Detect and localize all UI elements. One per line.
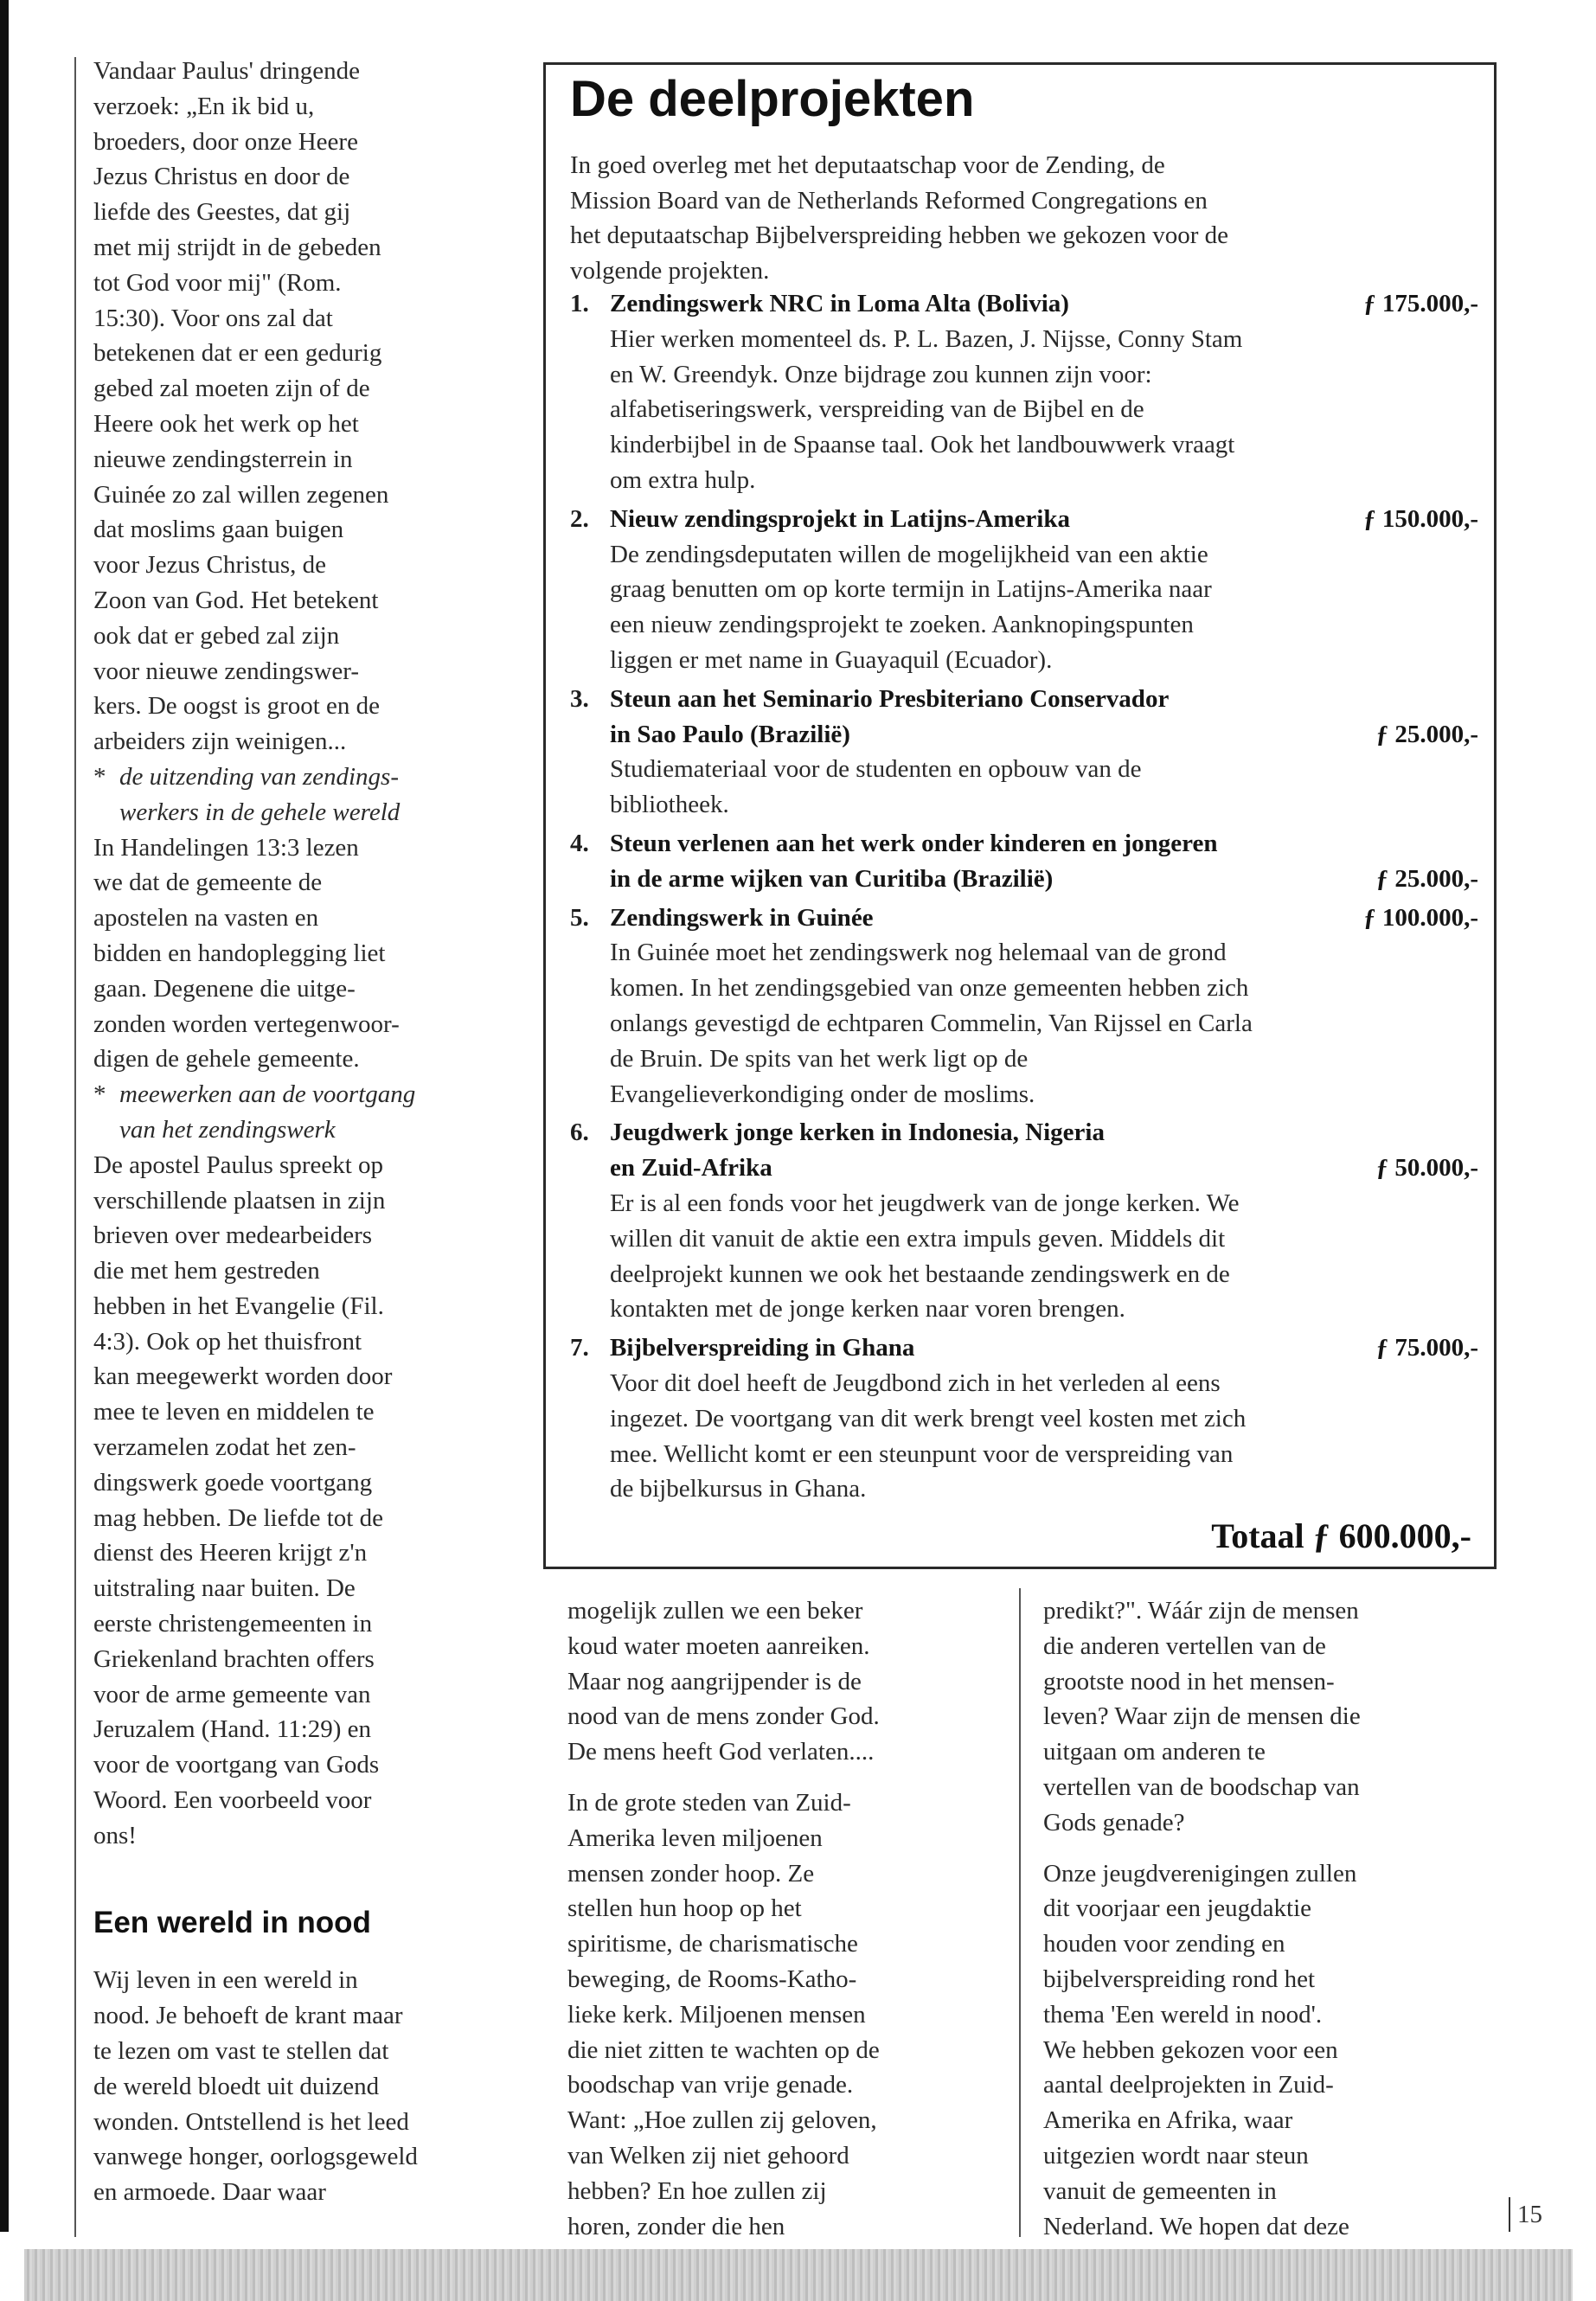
- project-title: Steun verlenen aan het werk onder kinderen en jongeren: [610, 829, 1218, 857]
- text-line: dit voorjaar een jeugdaktie: [1043, 1894, 1312, 1923]
- project-number: 4.: [570, 829, 589, 857]
- page-number: 15: [1509, 2197, 1542, 2232]
- project-number: 5.: [570, 903, 589, 932]
- text-line: In de grote steden van Zuid-: [567, 1788, 851, 1817]
- middle-column: [567, 1593, 1009, 2244]
- bullet-uitzending: [93, 760, 526, 830]
- text-line: leven? Waar zijn de mensen die: [1043, 1702, 1361, 1731]
- project-description-line: een nieuw zendingsprojekt te zoeken. Aanknopingspunten: [610, 611, 1194, 639]
- project-description-line: kinderbijbel in de Spaanse taal. Ook het landbouwwerk vraagt: [610, 431, 1235, 459]
- text-line: mee te leven en middelen te: [93, 1398, 375, 1426]
- text-line: bijbelverspreiding rond het: [1043, 1965, 1316, 1993]
- text-line: die anderen vertellen van de: [1043, 1631, 1326, 1660]
- scan-edge-strip: [24, 2249, 1573, 2301]
- project-amount: ƒ 100.000,-: [1363, 903, 1478, 932]
- text-line: voor de voortgang van Gods: [93, 1751, 380, 1779]
- text-line: de wereld bloedt uit duizend: [93, 2072, 380, 2100]
- project-title: Zendingswerk in Guinée: [610, 903, 874, 932]
- text-line: kers. De oogst is groot en de: [93, 692, 381, 721]
- project-amount: ƒ 150.000,-: [1363, 504, 1478, 533]
- project-description-line: komen. In het zendingsgebied van onze gemeenten hebben zich: [610, 974, 1249, 1003]
- text-line: Jezus Christus en door de: [93, 163, 350, 191]
- text-line: 15:30). Voor ons zal dat: [93, 304, 333, 332]
- text-line: dingswerk goede voortgang: [93, 1468, 373, 1497]
- project-amount: ƒ 25.000,-: [1375, 720, 1478, 748]
- project-description-line: en W. Greendyk. Onze bijdrage zou kunnen zijn voor:: [610, 360, 1152, 388]
- project-title: Steun aan het Seminario Presbiteriano Conservador: [610, 684, 1170, 713]
- box-title: De deelprojekten: [570, 71, 975, 127]
- project-description-line: deelprojekt kunnen we ook het bestaande zendingswerk en de: [610, 1259, 1230, 1288]
- middle-para-2: [567, 1785, 1009, 2244]
- text-line: mag hebben. De liefde tot de: [93, 1503, 383, 1532]
- text-line: Amerika leven miljoenen: [567, 1823, 823, 1852]
- bullet-line: van het zendingswerk: [119, 1115, 336, 1144]
- project-amount: ƒ 175.000,-: [1363, 290, 1478, 317]
- text-line: In goed overleg met het deputaatschap voor de Zending, de: [570, 151, 1165, 179]
- text-line: In Handelingen 13:3 lezen: [93, 833, 359, 862]
- text-line: predikt?". Wáár zijn de mensen: [1043, 1597, 1359, 1625]
- project-item: [570, 1330, 1478, 1507]
- text-line: ook dat er gebed zal zijn: [93, 621, 340, 650]
- text-line: Mission Board van de Netherlands Reformed Congregations en: [570, 186, 1208, 215]
- left-para-4: [93, 1963, 526, 2210]
- text-line: houden voor zending en: [1043, 1930, 1285, 1958]
- left-para-3: [93, 1148, 526, 1854]
- project-item: [570, 502, 1478, 678]
- project-item: [570, 682, 1478, 823]
- text-line: mogelijk zullen we een beker: [567, 1597, 863, 1625]
- text-line: we dat de gemeente de: [93, 868, 323, 897]
- text-line: grootste nood in het mensen-: [1043, 1667, 1335, 1695]
- right-para-2: [1043, 1856, 1493, 2245]
- project-amount: ƒ 50.000,-: [1375, 1154, 1478, 1183]
- text-line: De mens heeft God verlaten....: [567, 1738, 875, 1766]
- text-line: te lezen om vast te stellen dat: [93, 2037, 389, 2066]
- text-line: Heere ook het werk op het: [93, 409, 359, 438]
- text-line: gebed zal moeten zijn of de: [93, 375, 370, 403]
- project-number: 7.: [570, 1334, 589, 1362]
- text-line: Gods genade?: [1043, 1808, 1185, 1836]
- text-line: eerste christengemeenten in: [93, 1610, 373, 1638]
- text-line: Onze jeugdverenigingen zullen: [1043, 1859, 1357, 1888]
- text-line: voor Jezus Christus, de: [93, 551, 327, 580]
- left-para-1: [93, 54, 526, 760]
- text-line: koud water moeten aanreiken.: [567, 1631, 870, 1660]
- project-description-line: Voor dit doel heeft de Jeugdbond zich in het verleden al eens: [610, 1368, 1221, 1397]
- project-title: en Zuid-Afrika: [610, 1154, 772, 1183]
- text-line: Vandaar Paulus' dringende: [93, 57, 361, 85]
- project-description-line: Evangelieverkondiging onder de moslims.: [610, 1080, 1035, 1108]
- total-line: [1211, 1516, 1471, 1556]
- project-item: [570, 901, 1478, 1112]
- project-description-line: om extra hulp.: [610, 465, 756, 494]
- project-list: [570, 286, 1478, 1510]
- project-title: Zendingswerk NRC in Loma Alta (Bolivia): [610, 290, 1069, 317]
- text-line: verzoek: „En ik bid u,: [93, 92, 315, 120]
- left-column: [93, 54, 526, 2210]
- left-column-rule: [74, 57, 76, 2237]
- deelprojekten-box: [543, 62, 1497, 1569]
- text-line: tot God voor mij" (Rom.: [93, 268, 342, 297]
- asterisk-icon: *: [93, 762, 106, 791]
- project-number: 1.: [570, 290, 589, 317]
- project-description-line: liggen er met name in Guayaquil (Ecuador).: [610, 645, 1053, 674]
- text-line: nieuwe zendingsterrein in: [93, 445, 353, 473]
- project-description-line: de bijbelkursus in Ghana.: [610, 1475, 867, 1503]
- text-line: mensen zonder hoop. Ze: [567, 1859, 815, 1888]
- text-line: Nederland. We hopen dat deze: [1043, 2212, 1349, 2240]
- text-line: boodschap van vrije genade.: [567, 2071, 854, 2099]
- bullet-line: werkers in de gehele wereld: [119, 798, 401, 826]
- bullet-line: * meewerken aan de voortgang: [93, 1077, 526, 1112]
- middle-column-rule: [1019, 1588, 1021, 2237]
- project-item: [570, 826, 1478, 897]
- project-description-line: De zendingsdeputaten willen de mogelijkheid van een aktie: [610, 540, 1208, 568]
- project-description-line: Er is al een fonds voor het jeugdwerk van de jonge kerken. We: [610, 1189, 1240, 1217]
- text-line: Guinée zo zal willen zegenen: [93, 480, 389, 509]
- text-line: uitstraling naar buiten. De: [93, 1574, 356, 1603]
- text-line: brieven over medearbeiders: [93, 1221, 373, 1250]
- text-line: van Welken zij niet gehoord: [567, 2141, 849, 2170]
- project-description-line: ingezet. De voortgang van dit werk brengt veel kosten met zich: [610, 1404, 1247, 1433]
- text-line: vertellen van de boodschap van: [1043, 1772, 1360, 1801]
- text-line: thema 'Een wereld in nood'.: [1043, 2000, 1323, 2029]
- project-description-line: bibliotheek.: [610, 791, 729, 819]
- right-para-1: [1043, 1593, 1493, 1841]
- text-line: kan meegewerkt worden door: [93, 1362, 393, 1391]
- total-value: ƒ 600.000,-: [1312, 1516, 1471, 1555]
- project-title: Nieuw zendingsprojekt in Latijns-Amerika: [610, 504, 1070, 533]
- text-line: gaan. Degenene die uitge-: [93, 974, 356, 1003]
- project-description-line: graag benutten om op korte termijn in Latijns-Amerika naar: [610, 575, 1212, 604]
- text-line: nood van de mens zonder God.: [567, 1702, 880, 1731]
- asterisk-icon: *: [93, 1080, 106, 1109]
- project-number: 2.: [570, 504, 589, 533]
- project-title: in Sao Paulo (Brazilië): [610, 720, 850, 748]
- text-line: We hebben gekozen voor een: [1043, 2035, 1338, 2064]
- text-line: digen de gehele gemeente.: [93, 1045, 360, 1074]
- text-line: Griekenland brachten offers: [93, 1644, 375, 1673]
- project-item: [570, 286, 1478, 498]
- text-line: verschillende plaatsen in zijn: [93, 1186, 386, 1215]
- text-line: lieke kerk. Miljoenen mensen: [567, 2000, 866, 2029]
- total-label: Totaal: [1211, 1516, 1304, 1555]
- text-line: ons!: [93, 1821, 137, 1849]
- text-line: hebben? En hoe zullen zij: [567, 2176, 827, 2205]
- project-description-line: In Guinée moet het zendingswerk nog helemaal van de grond: [610, 939, 1227, 967]
- text-line: Woord. Een voorbeeld voor: [93, 1786, 372, 1815]
- text-line: die met hem gestreden: [93, 1257, 320, 1285]
- project-item: [570, 1115, 1478, 1327]
- project-description-line: Studiemateriaal voor de studenten en opbouw van de: [610, 755, 1142, 784]
- project-description-line: onlangs gevestigd de echtparen Commelin, Van Rijssel en Carla: [610, 1009, 1253, 1037]
- text-line: liefde des Geestes, dat gij: [93, 198, 351, 227]
- text-line: Maar nog aangrijpender is de: [567, 1667, 862, 1695]
- text-line: volgende projekten.: [570, 256, 770, 285]
- text-line: horen, zonder die hen: [567, 2212, 785, 2240]
- left-para-2: [93, 830, 526, 1078]
- text-line: vanwege honger, oorlogsgeweld: [93, 2143, 418, 2171]
- text-line: nood. Je behoeft de krant maar: [93, 2002, 403, 2030]
- text-line: voor nieuwe zendingswer-: [93, 657, 360, 685]
- text-line: die niet zitten te wachten op de: [567, 2035, 880, 2064]
- middle-para-1: [567, 1593, 1009, 1770]
- text-line: 4:3). Ook op het thuisfront: [93, 1327, 362, 1356]
- text-line: Amerika en Afrika, waar: [1043, 2106, 1293, 2135]
- section-heading: Een wereld in nood: [93, 1905, 371, 1939]
- text-line: De apostel Paulus spreekt op: [93, 1150, 384, 1179]
- project-number: 6.: [570, 1118, 589, 1147]
- text-line: broeders, door onze Heere: [93, 127, 358, 156]
- text-line: apostelen na vasten en: [93, 904, 319, 933]
- project-description-line: willen dit vanuit de aktie een extra impuls geven. Middels dit: [610, 1224, 1226, 1253]
- text-line: zonden worden vertegenwoor-: [93, 1009, 400, 1038]
- text-line: en armoede. Daar waar: [93, 2178, 326, 2207]
- project-number: 3.: [570, 684, 589, 713]
- text-line: stellen hun hoop op het: [567, 1894, 802, 1923]
- text-line: aantal deelprojekten in Zuid-: [1043, 2071, 1334, 2099]
- text-line: voor de arme gemeente van: [93, 1680, 371, 1708]
- project-title: Jeugdwerk jonge kerken in Indonesia, Nigeria: [610, 1118, 1105, 1147]
- text-line: hebben in het Evangelie (Fil.: [93, 1292, 384, 1320]
- project-description-line: de Bruin. De spits van het werk ligt op de: [610, 1044, 1029, 1073]
- text-line: arbeiders zijn weinigen...: [93, 727, 347, 756]
- text-line: Zoon van God. Het betekent: [93, 586, 379, 614]
- project-title: Bijbelverspreiding in Ghana: [610, 1334, 915, 1362]
- project-amount: ƒ 25.000,-: [1375, 864, 1478, 893]
- project-description-line: alfabetiseringswerk, verspreiding van de Bijbel en de: [610, 395, 1144, 424]
- text-line: spiritisme, de charismatische: [567, 1930, 858, 1958]
- project-title: in de arme wijken van Curitiba (Brazilië): [610, 864, 1054, 893]
- project-description-line: Hier werken momenteel ds. P. L. Bazen, J. Nijsse, Conny Stam: [610, 324, 1243, 353]
- text-line: beweging, de Rooms-Katho-: [567, 1965, 857, 1993]
- right-column: [1043, 1593, 1493, 2244]
- project-description-line: kontakten met de jonge kerken naar voren brengen.: [610, 1295, 1125, 1324]
- text-line: met mij strijdt in de gebeden: [93, 233, 381, 261]
- text-line: Want: „Hoe zullen zij geloven,: [567, 2106, 877, 2135]
- text-line: verzamelen zodat het zen-: [93, 1433, 356, 1462]
- text-line: vanuit de gemeenten in: [1043, 2176, 1277, 2205]
- text-line: bidden en handoplegging liet: [93, 939, 386, 967]
- text-line: wonden. Ontstellend is het leed: [93, 2107, 409, 2136]
- text-line: het deputaatschap Bijbelverspreiding hebben we gekozen voor de: [570, 221, 1228, 249]
- text-line: uitgezien wordt naar steun: [1043, 2141, 1309, 2170]
- project-description-line: mee. Wellicht komt er een steunpunt voor de verspreiding van: [610, 1439, 1234, 1468]
- box-intro: [570, 148, 1470, 288]
- text-line: dat moslims gaan buigen: [93, 516, 344, 544]
- page-edge: [0, 0, 9, 2232]
- project-amount: ƒ 75.000,-: [1375, 1334, 1478, 1362]
- text-line: dienst des Heeren krijgt z'n: [93, 1539, 368, 1567]
- text-line: Jeruzalem (Hand. 11:29) en: [93, 1715, 372, 1744]
- text-line: Wij leven in een wereld in: [93, 1966, 358, 1995]
- text-line: uitgaan om anderen te: [1043, 1738, 1266, 1766]
- text-line: betekenen dat er een gedurig: [93, 339, 382, 368]
- bullet-meewerken: [93, 1077, 526, 1148]
- bullet-line: * de uitzending van zendings-: [93, 760, 526, 795]
